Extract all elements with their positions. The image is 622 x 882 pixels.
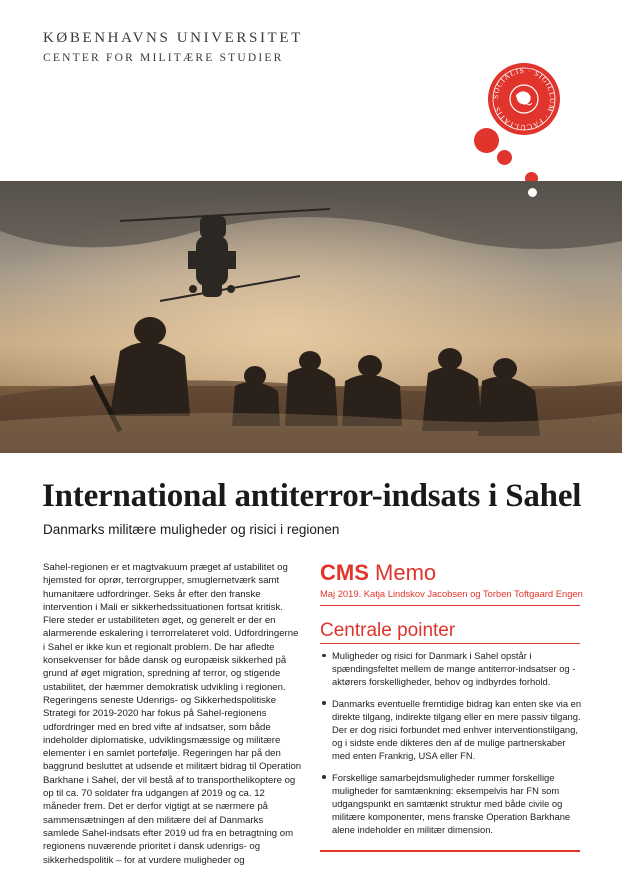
divider bbox=[320, 605, 580, 606]
list-item: Danmarks eventuelle fremtidige bidrag kan enten ske via en direkte tilgang, indirekte tilgang eller en mere passiv tilgang. Der er dog risici forbundet med enhver interventionstilgang, og i sidste ende dikteres den af de mulige partnerskaber med enten Frankrig, USA eller FN. bbox=[320, 697, 582, 763]
decorative-dot bbox=[497, 150, 512, 165]
divider bbox=[320, 850, 580, 852]
memo-label-rest: Memo bbox=[375, 560, 437, 585]
divider bbox=[320, 643, 580, 644]
memo-meta: Maj 2019. Katja Lindskov Jacobsen og Torben Toftgaard Engen bbox=[320, 588, 583, 599]
decorative-dot bbox=[528, 188, 537, 197]
center-name: CENTER FOR MILITÆRE STUDIER bbox=[43, 52, 284, 64]
list-item: Forskellige samarbejdsmuligheder rummer forskellige muligheder for samtænkning: eksempelvis har FN som udgangspunkt en samtænkt struktur med både civile og militære komponenter, mens franske Operation Barkhane alene indeholder en militær dimension. bbox=[320, 771, 582, 837]
pointers-title: Centrale pointer bbox=[320, 620, 456, 641]
memo-label bbox=[320, 560, 436, 586]
list-item: Muligheder og risici for Danmark i Sahel opstår i spændingsfeltet mellem de mange antiterror-indsatser og -aktørers forskelligheder, behov og indbyrdes forhold. bbox=[320, 649, 582, 689]
body-paragraph: Sahel-regionen er et magtvakuum præget af ustabilitet og hjemsted for oprør, terrorgrupper, smuglernetværk samt humanitære udfordringer. Seks år efter den franske intervention i Mali er sikkerhedssituationen fortsat kritisk. Flere steder er ustabiliteten øget, og generelt er der en alarmerende eskalering i terrorrelateret vold. Udfordringerne i Sahel er ikke kun et regionalt problem. De har afledte konsekvenser for både dansk og europæisk sikkerhed på grund af øget migration, spredning af terror, og stigende ustabilitet, der hæmmer demokratisk udvikling i regionen. Regeringens seneste Udenrigs- og Sikkerhedspolitiske Strategi for 2019-2020 har fokus på Sahel-regionens udfordringer med en bred vifte af indsatser, som både indeholder diplomatiske, udviklingsmæssige og militære elementer i en samlet portefølje. Regeringen har på den baggrund besluttet at udsende et militært bidrag til Operation Barkhane i Sahel, der vil bestå af to transporthelikoptere og op til ca. 70 soldater fra udgangen af 2019 og ca. 12 måneder frem. Det er derfor vigtigt at se nærmere på sammensætningen af den militære del af Danmarks samlede Sahel-indsats efter 2019 ud fra en betragtning om regionens nuværende prioritet i dansk udenrigs- og sikkerhedspolitik – for at vurdere muligheder og bbox=[43, 562, 302, 866]
svg-text:SOCIALIS · SIGILLUM · FACULTAT: SOCIALIS · SIGILLUM · FACULTATIS bbox=[490, 65, 558, 133]
page-title: International antiterror-indsats i Sahel bbox=[42, 478, 582, 514]
memo-label-bold: CMS bbox=[320, 560, 369, 585]
pointers-list bbox=[320, 649, 582, 845]
page-subtitle: Danmarks militære muligheder og risici i regionen bbox=[43, 522, 340, 537]
hero-photo bbox=[0, 181, 622, 453]
faculty-seal-icon bbox=[487, 62, 561, 136]
decorative-dot bbox=[474, 128, 499, 153]
university-name: KØBENHAVNS UNIVERSITET bbox=[43, 30, 303, 46]
